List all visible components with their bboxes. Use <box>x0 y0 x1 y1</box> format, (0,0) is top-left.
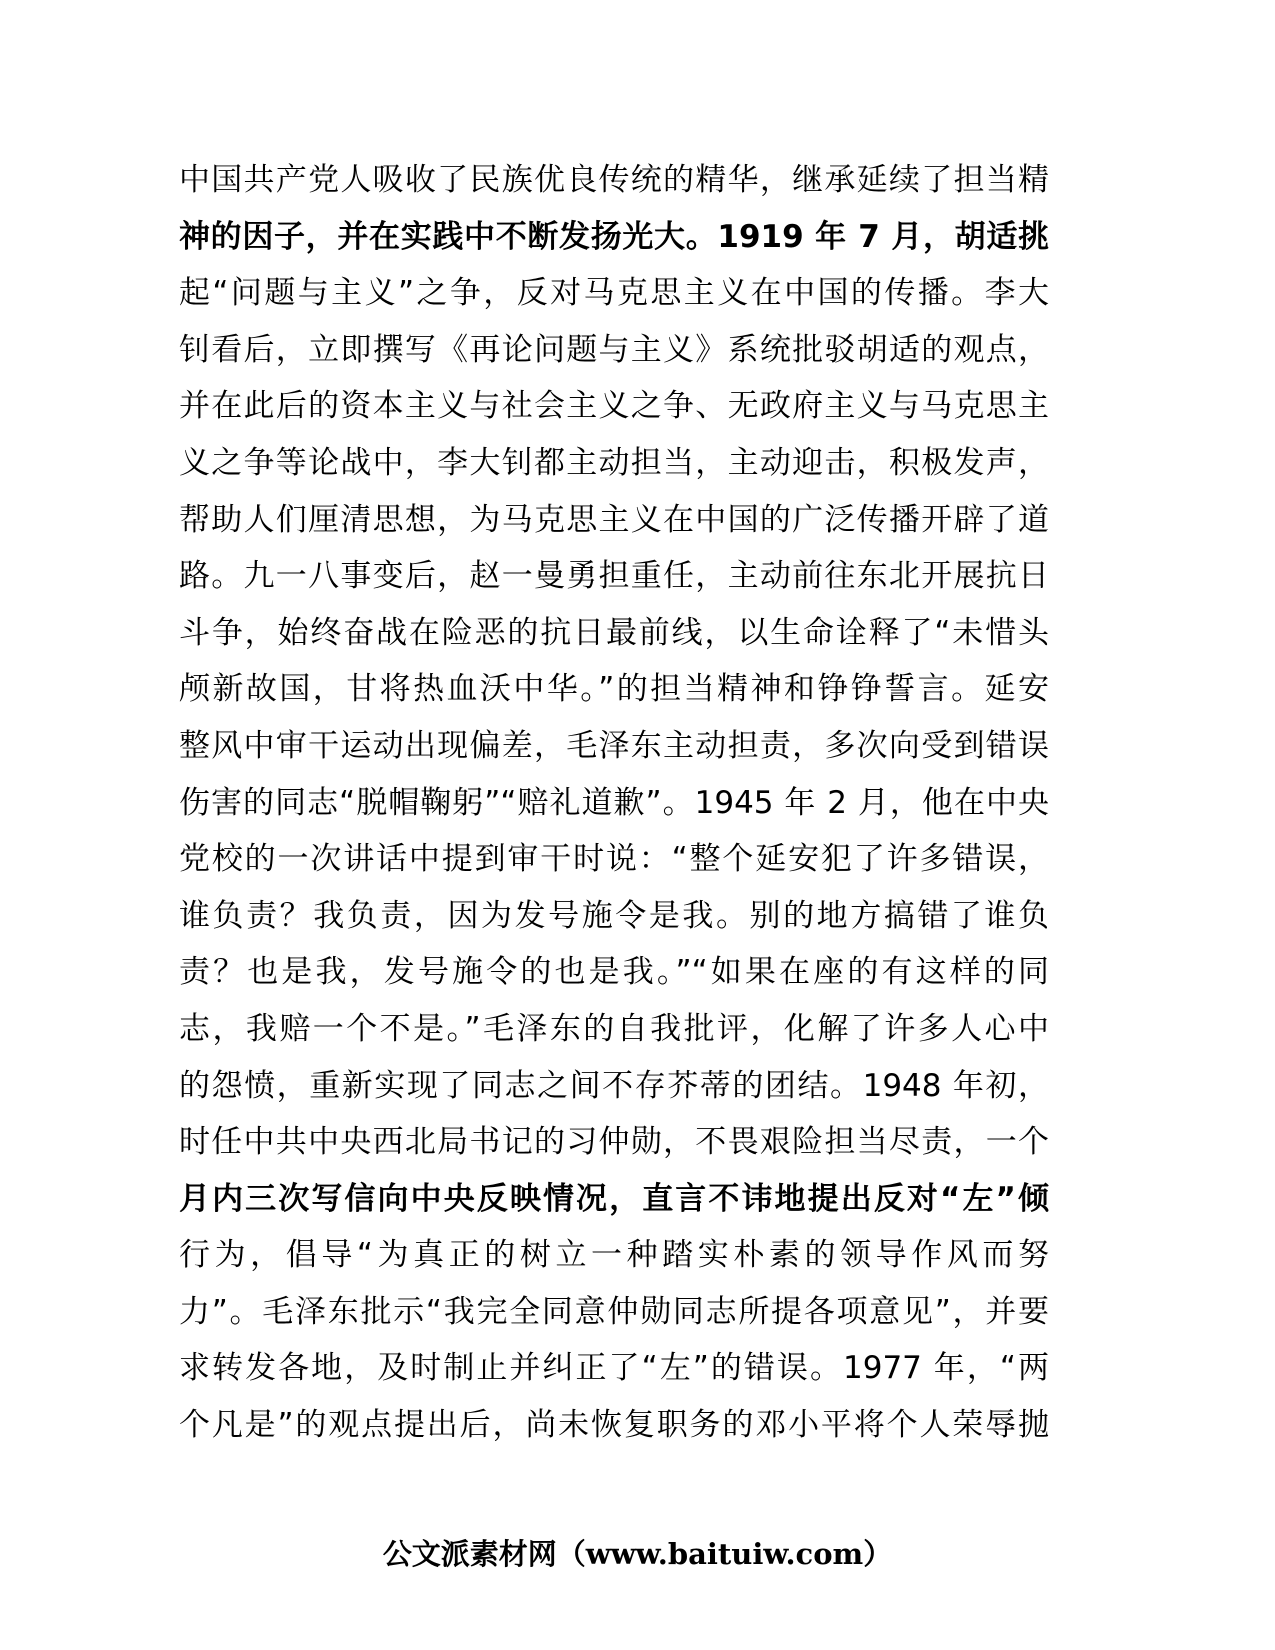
text-line: 路。九一八事变后，赵一曼勇担重任，主动前往东北开展抗日 <box>179 558 1049 595</box>
text-line: 时任中共中央西北局书记的习仲勋，不畏艰险担当尽责，一个 <box>179 1124 1049 1161</box>
text-line: 力”。毛泽东批示“我完全同意仲勋同志所提各项意见”，并要 <box>179 1293 1049 1330</box>
text-line: 义之争等论战中，李大钊都主动担当，主动迎击，积极发声， <box>179 444 1049 481</box>
text-line: 党校的一次讲话中提到审干时说：“整个延安犯了许多错误， <box>179 841 1049 878</box>
text-line: 起“问题与主义”之争，反对马克思主义在中国的传播。李大 <box>179 275 1049 312</box>
text-line: 中国共产党人吸收了民族优良传统的精华，继承延续了担当精 <box>179 162 1049 198</box>
text-line: 志，我赔一个不是。”毛泽东的自我批评，化解了许多人心中 <box>179 1010 1049 1047</box>
footer-watermark: 公文派素材网（www.baituiw.com） <box>382 1537 893 1571</box>
body-paragraph <box>179 152 1049 1454</box>
text-line: 帮助人们厘清思想，为马克思主义在中国的广泛传播开辟了道 <box>179 501 1049 538</box>
text-line: 钊看后，立即撰写《再论问题与主义》系统批驳胡适的观点， <box>179 331 1049 368</box>
text-line: 谁负责？我负责，因为发号施令是我。别的地方搞错了谁负 <box>179 897 1049 934</box>
text-line: 责？也是我，发号施令的也是我。”“如果在座的有这样的同 <box>179 954 1049 991</box>
text-line: 的怨愤，重新实现了同志之间不存芥蒂的团结。1948 年初， <box>179 1067 1049 1104</box>
text-line: 整风中审干运动出现偏差，毛泽东主动担责，多次向受到错误 <box>179 727 1049 764</box>
text-line: 斗争，始终奋战在险恶的抗日最前线，以生命诠释了“未惜头 <box>179 614 1049 651</box>
text-line: 月内三次写信向中央反映情况，直言不讳地提出反对“左”倾 <box>179 1180 1049 1217</box>
text-line: 神的因子，并在实践中不断发扬光大。1919 年 7 月，胡适挑 <box>179 218 1049 255</box>
text-line: 伤害的同志“脱帽鞠躬”“赔礼道歉”。1945 年 2 月，他在中央 <box>179 784 1049 821</box>
text-line: 求转发各地，及时制止并纠正了“左”的错误。1977 年，“两 <box>179 1350 1049 1387</box>
text-line: 并在此后的资本主义与社会主义之争、无政府主义与马克思主 <box>179 388 1049 425</box>
text-line: 行为，倡导“为真正的树立一种踏实朴素的领导作风而努 <box>179 1237 1049 1274</box>
text-line: 个凡是”的观点提出后，尚未恢复职务的邓小平将个人荣辱抛 <box>179 1407 1049 1444</box>
text-line: 颅新故国，甘将热血沃中华。”的担当精神和铮铮誓言。延安 <box>179 671 1049 708</box>
